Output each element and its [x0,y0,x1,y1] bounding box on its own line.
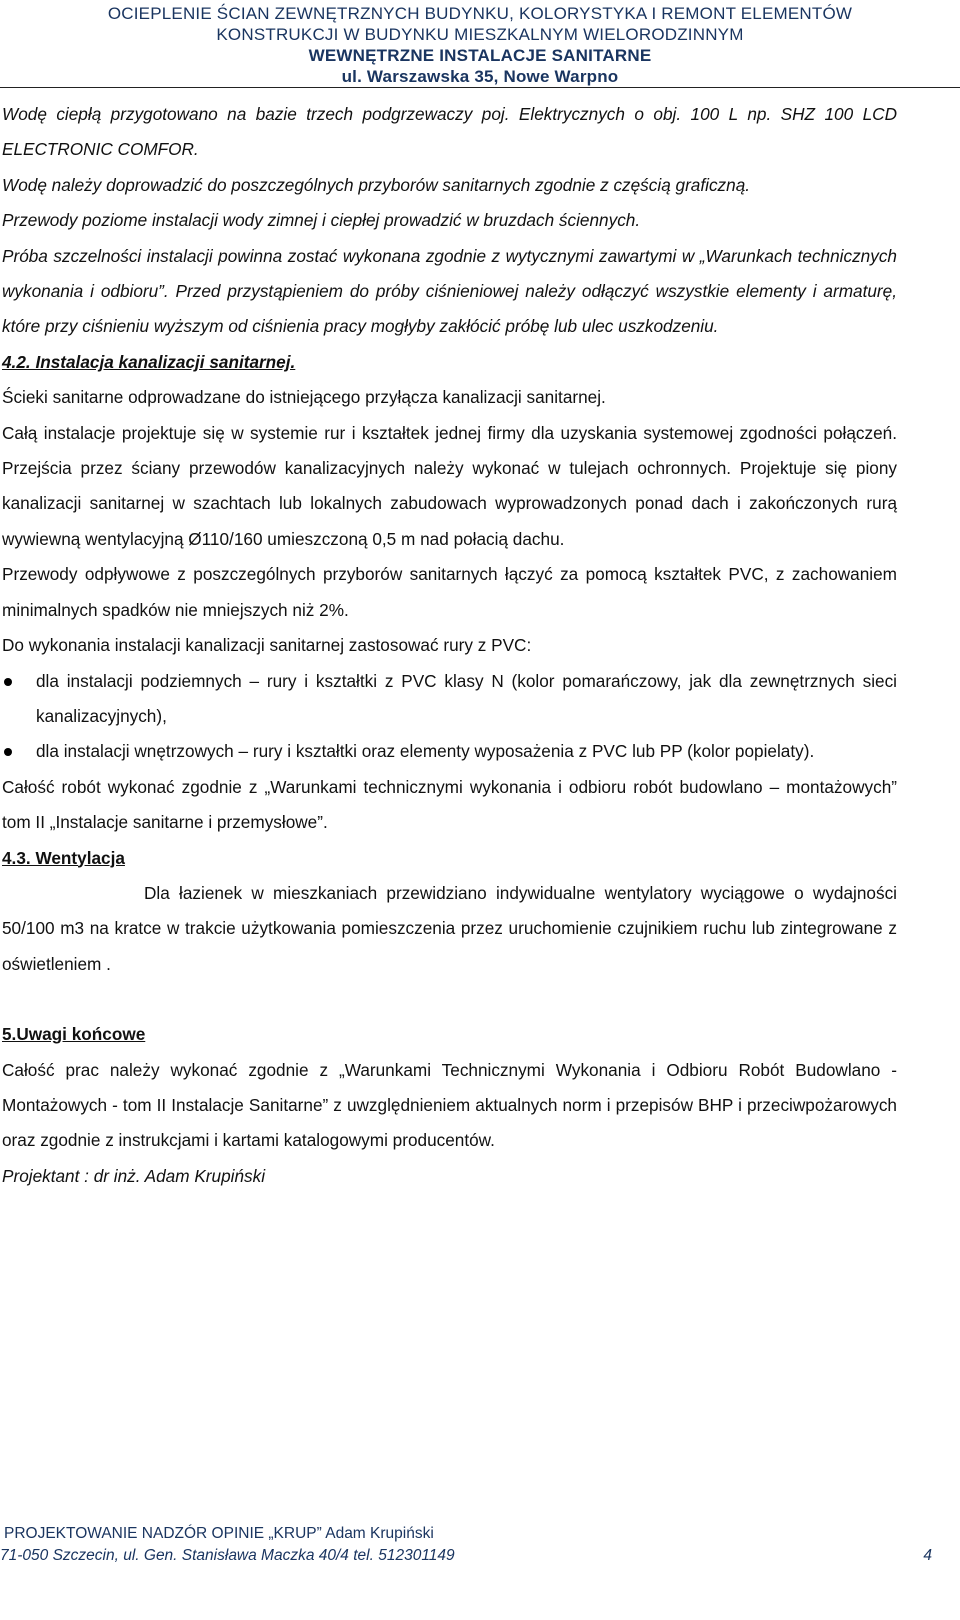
footer-company: PROJEKTOWANIE NADZÓR OPINIE „KRUP” Adam Krupiński [4,1525,434,1542]
paragraph-standards: Całość robót wykonać zgodnie z „Warunkami technicznymi wykonania i odbioru robót budowlano – montażowych” tom II „Instalacje sanitarne i przemysłowe”. [2,776,897,833]
designer-signature: Projektant : dr inż. Adam Krupiński [2,1165,266,1186]
heading-5: 5.Uwagi końcowe [2,1024,146,1045]
paragraph-hot-water: Wodę ciepłą przygotowano na bazie trzech podgrzewaczy poj. Elektrycznych o obj. 100 L np. SHZ 100 LCD ELECTRONIC COMFOR. [2,104,897,160]
heading-4-3: 4.3. Wentylacja [2,847,125,868]
header-title-line-2: KONSTRUKCJI W BUDYNKU MIESZKALNYM WIELORODZINNYM [216,25,744,44]
list-item-text: dla instalacji podziemnych – rury i kształtki z PVC klasy N (kolor pomarańczowy, jak dla zewnętrznych sieci kanalizacyjnych), [36,670,897,726]
paragraph-pvc-pipes: Do wykonania instalacji kanalizacji sanitarnej zastosować rury z PVC: [2,635,532,656]
paragraph-final-remarks: Całość prac należy wykonać zgodnie z „Warunkami Technicznymi Wykonania i Odbioru Robót Budowlano - Montażowych - tom II Instalacje Sanitarne” z uwzględnieniem aktualnych norm i przepisów BHP i przeciwpożarowych oraz zgodnie z instrukcjami i kartami katalogowymi producentów. [2,1059,897,1151]
pvc-pipe-list [2,664,897,770]
paragraph-sewage: Ścieki sanitarne odprowadzane do istniejącego przyłącza kanalizacji sanitarnej. [2,387,606,408]
spacer [2,982,897,1017]
paragraph-system: Całą instalacje projektuje się w systemie rur i kształtek jednej firmy dla uzyskania systemowej zgodności połączeń. Przejścia przez ściany przewodów kanalizacyjnych należy wykonać w tulejach ochronnych. Projektuje się piony kanalizacji sanitarnej w szachtach lub lokalnych zabudowach wyprowadzonych ponad dach i zakończonych rurą wywiewną wentylacyjną Ø110/160 umieszczoną 0,5 m nad połacią dachu. [2,422,897,549]
header-address: ul. Warszawska 35, Nowe Warpno [341,67,619,86]
paragraph-pressure-test: Próba szczelności instalacji powinna zostać wykonana zgodnie z wytycznymi zawartymi w „Warunkach technicznych wykonania i odbioru”. Przed przystąpieniem do próby ciśnieniowej należy odłączyć wszystkie elementy i armaturę, które przy ciśnieniu wyższym od ciśnienia pracy mogłyby zakłócić próbę lub ulec uszkodzeniu. [2,245,897,337]
bullet-icon [4,678,12,686]
paragraph-ventilation [2,876,897,982]
paragraph-horizontal-pipes: Przewody poziome instalacji wody zimnej i ciepłej prowadzić w bruzdach ściennych. [2,210,641,231]
paragraph-drain-pipes: Przewody odpływowe z poszczególnych przyborów sanitarnych łączyć za pomocą kształtek PVC, z zachowaniem minimalnych spadków nie mniejszych niż 2%. [2,564,897,620]
header-title-line-1: OCIEPLENIE ŚCIAN ZEWNĘTRZNYCH BUDYNKU, KOLORYSTYKA I REMONT ELEMENTÓW [107,4,853,23]
heading-4-2: 4.2. Instalacja kanalizacji sanitarnej. [2,351,296,372]
paragraph-ventilation-text: Dla łazienek w mieszkaniach przewidziano indywidualne wentylatory wyciągowe o wydajności 50/100 m3 na kratce w trakcie użytkowania pomieszczenia przez uruchomienie czujnikiem ruchu lub zintegrowane z oświetleniem . [2,882,897,974]
footer-address [0,1545,960,1567]
page-footer [0,1523,960,1567]
document-body [2,97,897,1194]
page-header [0,0,960,88]
bullet-icon [4,748,12,756]
header-section-title: WEWNĘTRZNE INSTALACJE SANITARNE [308,46,652,65]
footer-address-text: 71-050 Szczecin, ul. Gen. Stanisława Maczka 40/4 tel. 512301149 [0,1547,455,1564]
list-item-text: dla instalacji wnętrzowych – rury i kształtki oraz elementy wyposażenia z PVC lub PP (kolor popielaty). [36,741,815,762]
list-item [2,734,897,769]
page-number: 4 [923,1547,932,1564]
paragraph-water-supply: Wodę należy doprowadzić do poszczególnych przyborów sanitarnych zgodnie z częścią graficzną. [2,174,751,195]
list-item [2,664,897,735]
